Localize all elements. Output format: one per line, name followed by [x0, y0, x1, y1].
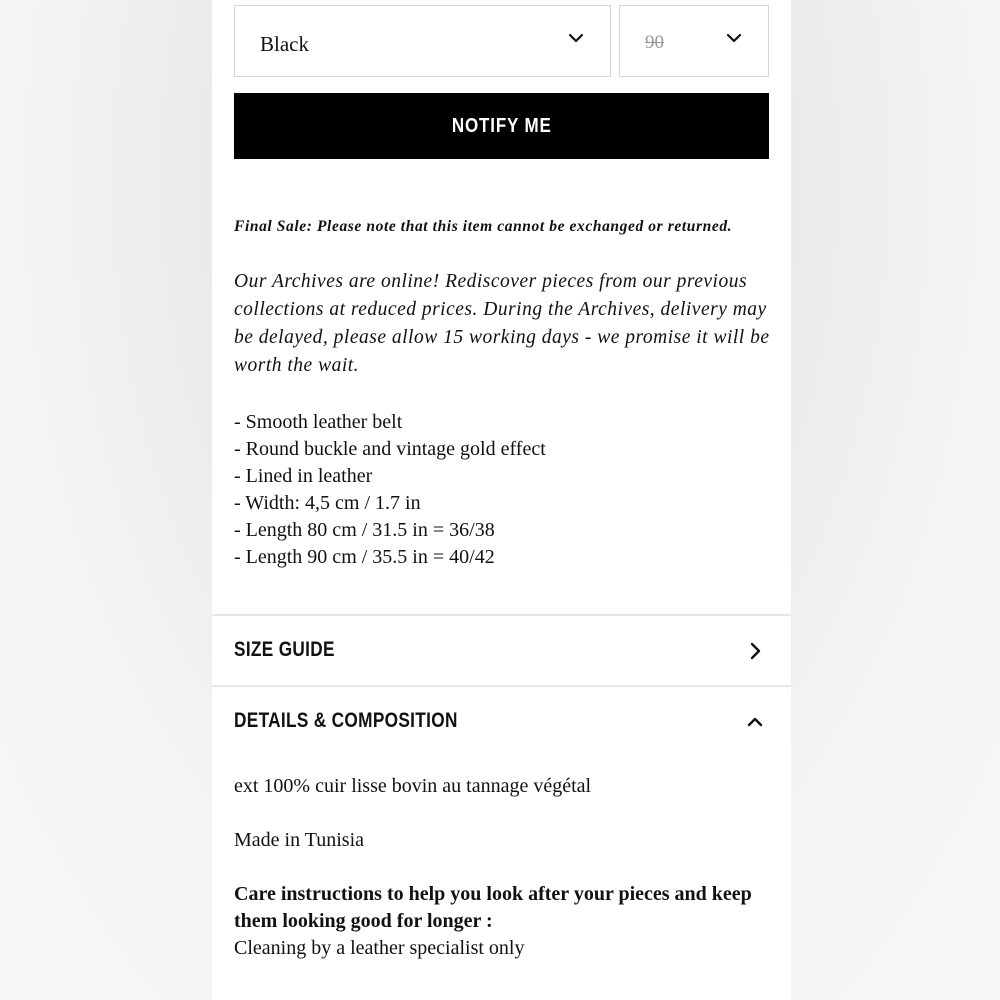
- care-title: Care instructions to help you look after your pieces and keep them looking good for longer :: [234, 883, 752, 932]
- feature-item: - Round buckle and vintage gold effect: [234, 438, 546, 460]
- size-guide-accordion[interactable]: [212, 616, 791, 685]
- feature-item: - Lined in leather: [234, 465, 373, 487]
- composition-text: ext 100% cuir lisse bovin au tannage végétal: [234, 775, 592, 797]
- feature-list: [234, 409, 774, 571]
- notify-me-button[interactable]: [234, 93, 769, 159]
- origin-text: Made in Tunisia: [234, 829, 365, 851]
- color-select-value: Black: [260, 32, 309, 56]
- size-select[interactable]: [619, 5, 769, 77]
- notify-me-label: NOTIFY ME: [451, 114, 552, 137]
- feature-item: - Length 80 cm / 31.5 in = 36/38: [234, 519, 495, 541]
- details-title: DETAILS & COMPOSITION: [234, 709, 458, 732]
- chevron-right-icon: [745, 641, 765, 661]
- color-select[interactable]: [234, 5, 611, 77]
- size-guide-title: SIZE GUIDE: [234, 638, 335, 661]
- product-panel: [212, 0, 791, 1000]
- feature-item: - Length 90 cm / 35.5 in = 40/42: [234, 546, 495, 568]
- chevron-down-icon: [566, 28, 586, 48]
- final-sale-note: Final Sale: Please note that this item cannot be exchanged or returned.: [234, 218, 733, 235]
- feature-item: - Width: 4,5 cm / 1.7 in: [234, 492, 421, 514]
- size-select-value: 90: [645, 32, 664, 53]
- care-text: Cleaning by a leather specialist only: [234, 937, 525, 959]
- details-accordion-header[interactable]: [212, 687, 791, 755]
- chevron-down-icon: [724, 28, 744, 48]
- chevron-up-icon: [745, 712, 765, 732]
- archives-note: Our Archives are online! Rediscover pieces from our previous collections at reduced prices. During the Archives, delivery may be delayed, please allow 15 working days - we promise it will be worth the wait.: [234, 271, 770, 376]
- feature-item: - Smooth leather belt: [234, 411, 403, 433]
